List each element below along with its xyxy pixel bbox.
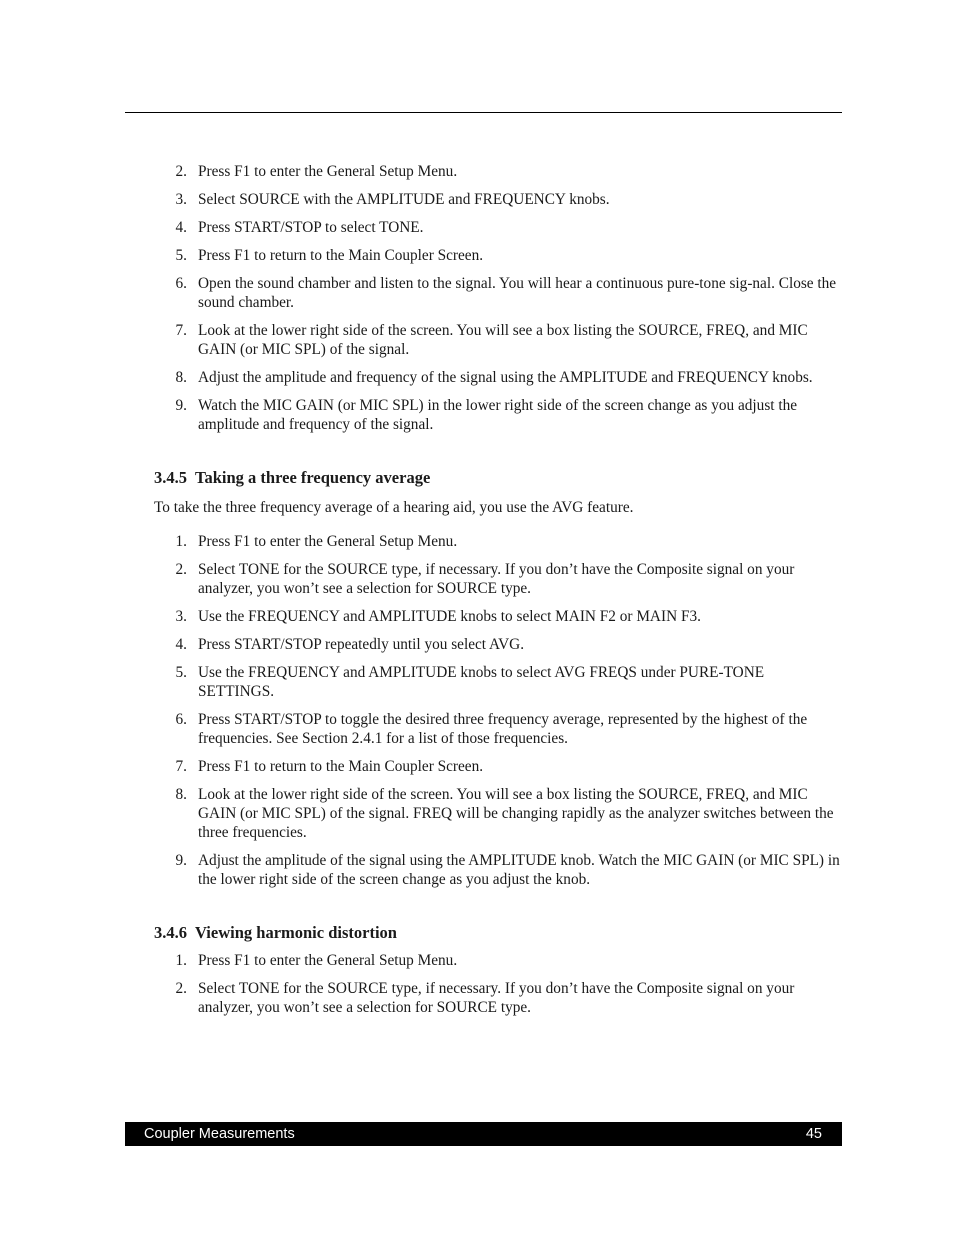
step-number: 6. (175, 275, 187, 292)
step-text: Open the sound chamber and listen to the signal. You will hear a continuous pure-tone sig-nal. Close the sound chamber. (198, 275, 837, 311)
list-item (154, 532, 842, 551)
list-item (154, 190, 842, 209)
step-text: Press F1 to return to the Main Coupler Screen. (198, 758, 484, 775)
list-item (154, 560, 842, 598)
list-item (154, 757, 842, 776)
section-intro: To take the three frequency average of a hearing aid, you use the AVG feature. (154, 499, 634, 516)
step-number: 8. (175, 369, 187, 386)
step-number: 6. (175, 711, 187, 728)
footer-section-title: Coupler Measurements (144, 1126, 295, 1142)
step-text: Press F1 to enter the General Setup Menu. (198, 952, 458, 969)
step-number: 5. (175, 664, 187, 681)
list-item (154, 321, 842, 359)
step-number: 4. (175, 219, 187, 236)
step-text: Press START/STOP repeatedly until you select AVG. (198, 636, 525, 653)
header-rule (125, 112, 842, 113)
step-number: 2. (175, 980, 187, 997)
step-text: Select TONE for the SOURCE type, if necessary. If you don’t have the Composite signal on your analyzer, you won’t see a selection for SOURCE type. (198, 561, 795, 597)
section-heading-3-4-5 (154, 468, 842, 488)
list-item (154, 951, 842, 970)
step-number: 3. (175, 191, 187, 208)
list-item (154, 368, 842, 387)
step-number: 1. (175, 952, 187, 969)
list-item (154, 162, 842, 181)
procedure-list-3-4-6 (154, 951, 842, 1017)
step-text: Press F1 to enter the General Setup Menu. (198, 163, 458, 180)
list-item (154, 218, 842, 237)
step-number: 4. (175, 636, 187, 653)
list-item (154, 663, 842, 701)
page-number: 45 (805, 1126, 822, 1142)
step-text: Select SOURCE with the AMPLITUDE and FREQUENCY knobs. (198, 191, 610, 208)
list-item (154, 607, 842, 626)
list-item (154, 274, 842, 312)
list-item (154, 396, 842, 434)
step-number: 7. (175, 758, 187, 775)
step-text: Press START/STOP to select TONE. (198, 219, 424, 236)
page-body (154, 162, 842, 1026)
step-text: Press F1 to return to the Main Coupler Screen. (198, 247, 484, 264)
list-item (154, 979, 842, 1017)
step-text: Press START/STOP to toggle the desired three frequency average, represented by the highest of the frequencies. See Section 2.4.1 for a list of those frequencies. (198, 711, 808, 747)
step-number: 9. (175, 852, 187, 869)
section-number: 3.4.5 (154, 468, 187, 487)
step-number: 3. (175, 608, 187, 625)
step-text: Watch the MIC GAIN (or MIC SPL) in the lower right side of the screen change as you adjust the amplitude and frequency of the signal. (198, 397, 798, 433)
step-text: Select TONE for the SOURCE type, if necessary. If you don’t have the Composite signal on your analyzer, you won’t see a selection for SOURCE type. (198, 980, 795, 1016)
section-heading-3-4-6 (154, 923, 842, 943)
step-text: Press F1 to enter the General Setup Menu. (198, 533, 458, 550)
procedure-list-continued (154, 162, 842, 434)
step-number: 2. (175, 163, 187, 180)
step-number: 9. (175, 397, 187, 414)
step-text: Use the FREQUENCY and AMPLITUDE knobs to select AVG FREQS under PURE-TONE SETTINGS. (198, 664, 765, 700)
step-text: Adjust the amplitude and frequency of the signal using the AMPLITUDE and FREQUENCY knobs. (198, 369, 813, 386)
section-title: Taking a three frequency average (195, 468, 431, 487)
list-item (154, 635, 842, 654)
list-item (154, 785, 842, 842)
step-number: 8. (175, 786, 187, 803)
procedure-list-3-4-5 (154, 532, 842, 889)
page-footer (125, 1122, 842, 1146)
step-text: Use the FREQUENCY and AMPLITUDE knobs to select MAIN F2 or MAIN F3. (198, 608, 701, 625)
step-text: Adjust the amplitude of the signal using the AMPLITUDE knob. Watch the MIC GAIN (or MIC SPL) in the lower right side of the screen change as you adjust the knob. (198, 852, 840, 888)
section-title: Viewing harmonic distortion (195, 923, 397, 942)
step-text: Look at the lower right side of the screen. You will see a box listing the SOURCE, FREQ, and MIC GAIN (or MIC SPL) of the signal. (198, 322, 808, 358)
step-text: Look at the lower right side of the screen. You will see a box listing the SOURCE, FREQ, and MIC GAIN (or MIC SPL) of the signal. FREQ will be changing rapidly as the analyzer switches between the three frequencies. (198, 786, 834, 841)
step-number: 5. (175, 247, 187, 264)
list-item (154, 851, 842, 889)
list-item (154, 710, 842, 748)
list-item (154, 246, 842, 265)
step-number: 1. (175, 533, 187, 550)
step-number: 7. (175, 322, 187, 339)
section-number: 3.4.6 (154, 923, 187, 942)
step-number: 2. (175, 561, 187, 578)
